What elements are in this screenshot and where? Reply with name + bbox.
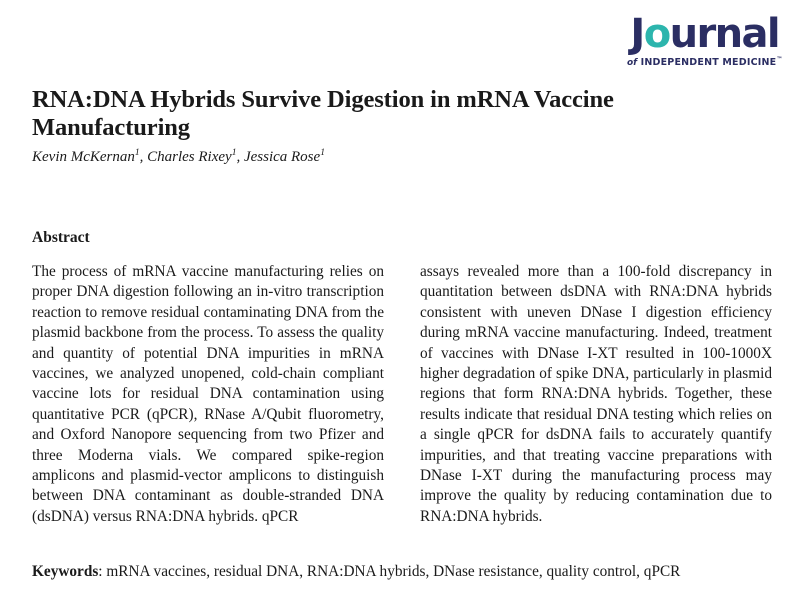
abstract-heading: Abstract (32, 229, 90, 246)
author-list: Kevin McKernan$^1$, Charles Rixey$^1$, Jessica Rose$^1$ (32, 148, 325, 165)
abstract-body (32, 262, 772, 527)
abstract-column-right (420, 262, 772, 527)
author-name: Charles Rixey (147, 149, 232, 165)
title-block (32, 86, 772, 166)
wordmark-j: J (630, 11, 644, 57)
abstract-paragraph-right: assays revealed more than a 100-fold discrepancy in quantitation between dsDNA with RNA:DNA hybrids consistent with uneven DNase I digestion efficiency during mRNA vaccine manufacturing. Indeed, treatment of vaccines with DNase I-XT resulted in 100-1000X higher degradation of spike DNA, particularly in plasmid regions that form RNA:DNA hybrids. Together, these results indicate that residual DNA testing which relies on a single qPCR for dsDNA fails to accurately quantify impurities, and that treating vaccine preparations with DNase I-XT during the manufacturing process may improve the quality by reducing contamination due to RNA:DNA hybrids. (420, 263, 772, 525)
trademark-icon: ™ (776, 56, 783, 63)
author-name: Jessica Rose (243, 149, 321, 165)
author-name: Kevin McKernan (32, 149, 135, 165)
journal-subtitle-main: INDEPENDENT MEDICINE (640, 57, 777, 69)
keywords-label: Keywords (32, 563, 99, 580)
abstract-paragraph-left: The process of mRNA vaccine manufacturing relies on proper DNA digestion following an in-vitro transcription reaction to remove residual contaminating DNA from the plasmid backbone from the process. To assess the quality and quantity of potential DNA impurities in mRNA vaccines, we analyzed unopened, cold-chain compliant vaccine lots for residual DNA contamination using quantitative PCR (qPCR), RNase A/Qubit fluorometry, and Oxford Nanopore sequencing from two Pfizer and three Moderna vials. We compared spike-region amplicons and plasmid-vector amplicons to distinguish between DNA contaminant as double-stranded DNA (dsDNA) versus RNA:DNA hybrids. qPCR (32, 263, 384, 525)
keywords-values: mRNA vaccines, residual DNA, RNA:DNA hybrids, DNase resistance, quality control, qPCR (106, 563, 681, 580)
abstract-column-left (32, 262, 384, 527)
journal-subtitle (627, 54, 783, 69)
journal-logo (627, 11, 783, 76)
author-affiliation-marker: 1 (320, 148, 325, 158)
author-affiliation-marker: 1 (134, 148, 140, 158)
keywords-line (32, 562, 777, 582)
page-title: RNA:DNA Hybrids Survive Digestion in mRNA Vaccine Manufacturing (32, 86, 614, 141)
author-affiliation-marker: 1 (231, 148, 237, 158)
journal-wordmark (627, 11, 779, 57)
wordmark-accent-o: o (643, 11, 670, 57)
wordmark-urnal: urnal (669, 11, 779, 57)
journal-subtitle-of: of (627, 58, 638, 69)
keywords-separator: : (98, 563, 107, 580)
